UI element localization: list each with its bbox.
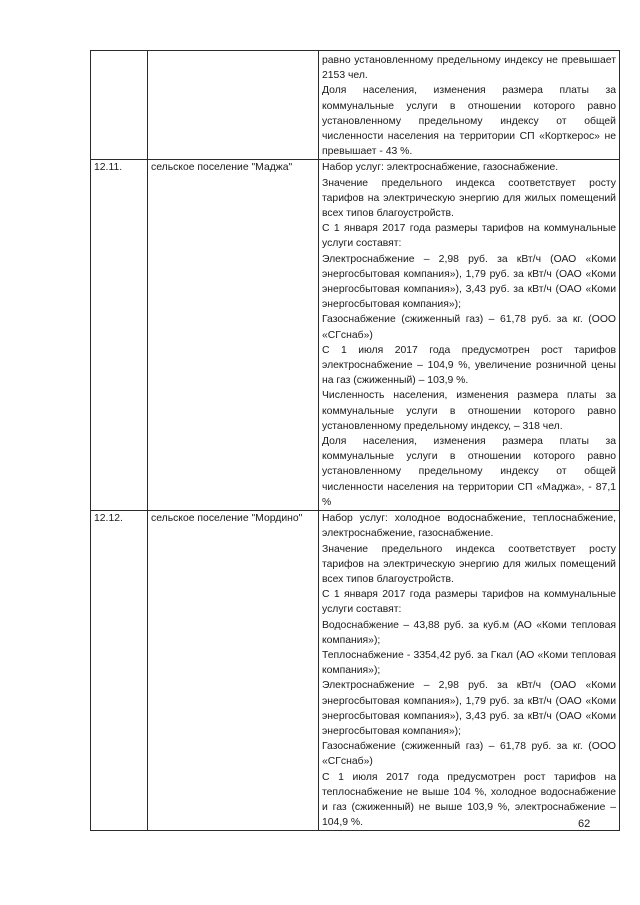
description-paragraph: С 1 июля 2017 года предусмотрен рост тарифов на теплоснабжение не выше 104 %, холодное водоснабжение и газ (сжиженный) не выше 103,9 %, электроснабжение – 104,9 %. [322,771,616,829]
row-number: 12.11. [94,162,123,174]
row-number-cell [91,51,148,160]
description-paragraph: С 1 января 2017 года размеры тарифов на коммунальные услуги составят: [322,589,616,616]
description-paragraph: Водоснабжение – 43,88 руб. за куб.м (АО «Коми тепловая компания»); [322,619,616,646]
description-cell [319,51,620,160]
row-number-cell [91,511,148,831]
description-paragraph: Набор услуг: электроснабжение, газоснабжение. [322,162,559,174]
description-paragraph: равно установленному предельному индексу не превышает 2153 чел. [322,55,616,82]
table-row [91,51,620,160]
description-paragraph: Электроснабжение – 2,98 руб. за кВт/ч (ОАО «Коми энергосбытовая компания»), 1,79 руб. за кВт/ч (ОАО «Коми энергосбытовая компания»), 3,43 руб. за кВт/ч (ОАО «Коми энергосбытовая компания»); [322,253,616,311]
description-paragraph: Газоснабжение (сжиженный газ) – 61,78 руб. за кг. (ООО «СГснаб») [322,741,616,768]
description-paragraph: С 1 июля 2017 года предусмотрен рост тарифов электроснабжение – 104,9 %, увеличение розничной цены на газ (сжиженный) – 103,9 %. [322,344,616,387]
settlement-cell [148,511,319,831]
page-number: 62 [578,818,591,830]
description-cell [319,160,620,511]
row-number: 12.12. [94,513,123,525]
settlement-name: сельское поселение "Маджа" [151,162,293,174]
description-paragraph: Численность населения, изменения размера платы за коммунальные услуги в отношении которого равно установленному предельному индексу, – 318 чел. [322,390,616,432]
description-paragraph: С 1 января 2017 года размеры тарифов на коммунальные услуги составят: [322,223,616,250]
tariff-table [90,50,620,831]
description-paragraph: Доля населения, изменения размера платы за коммунальные услуги в отношении которого равно установленному предельному индексу от общей численности населения на территории СП «Корткерос» не превышает - 43 %. [322,85,616,158]
description-paragraph: Теплоснабжение - 3354,42 руб. за Гкал (АО «Коми тепловая компания»); [322,649,616,677]
settlement-cell [148,160,319,511]
row-number-cell [91,160,148,511]
table-row [91,160,620,511]
table-row [91,511,620,831]
description-paragraph: Набор услуг: холодное водоснабжение, теплоснабжение, электроснабжение, газоснабжение. [322,513,616,540]
description-paragraph: Значение предельного индекса соответствует росту тарифов на электрическую энергию для жилых помещений всех типов благоустройств. [322,543,616,585]
description-cell [319,511,620,831]
description-paragraph: Электроснабжение – 2,98 руб. за кВт/ч (ОАО «Коми энергосбытовая компания»), 1,79 руб. за кВт/ч (ОАО «Коми энергосбытовая компания»), 3,43 руб. за кВт/ч (ОАО «Коми энергосбытовая компания»); [322,680,616,737]
settlement-cell [148,51,319,160]
settlement-name: сельское поселение "Мордино" [151,513,303,525]
description-paragraph: Доля населения, изменения размера платы за коммунальные услуги в отношении которого равно установленному предельному индексу от общей численности населения на территории СП «Маджа», - 87,1 % [322,436,616,508]
description-paragraph: Значение предельного индекса соответствует росту тарифов на электрическую энергию для жилых помещений всех типов благоустройств. [322,177,616,220]
description-paragraph: Газоснабжение (сжиженный газ) – 61,78 руб. за кг. (ООО «СГснаб») [322,314,616,341]
